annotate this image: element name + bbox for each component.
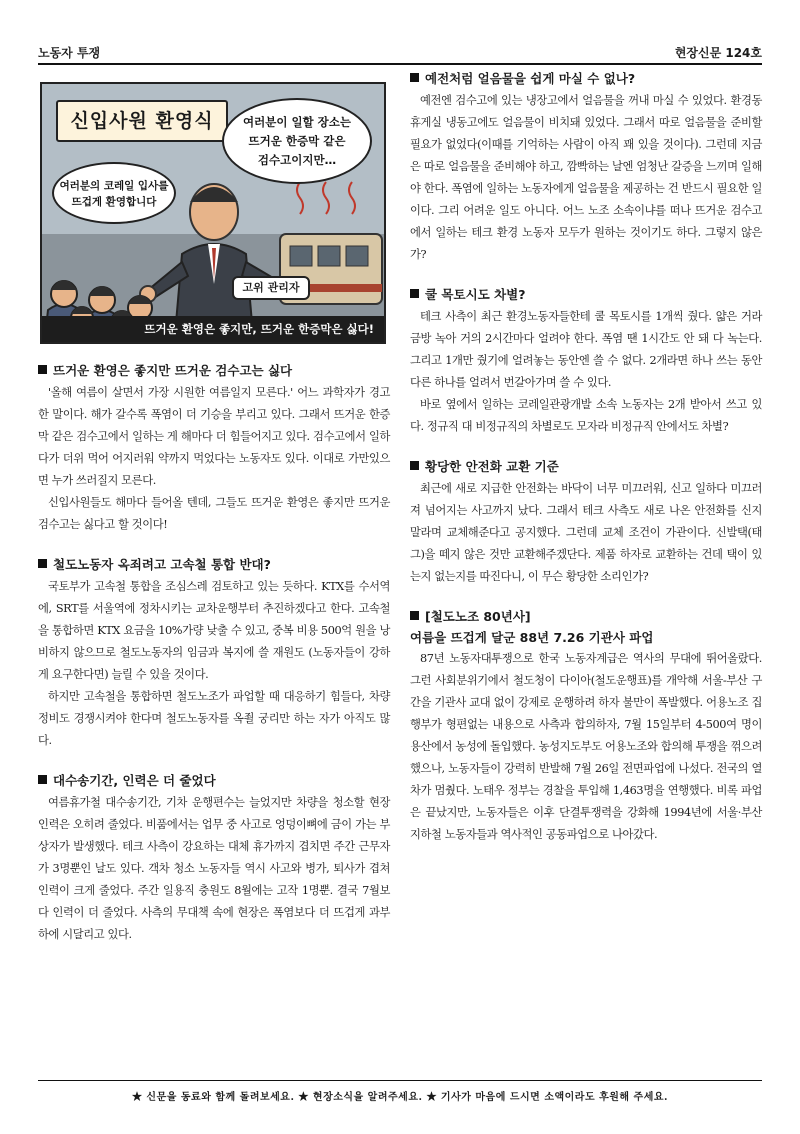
section-label: 노동자 투쟁 xyxy=(38,46,101,60)
bullet-square-icon xyxy=(410,73,419,82)
bubble-line: 뜨거운 한증막 같은 xyxy=(248,134,346,148)
bubble-line: 검수고이지만… xyxy=(257,153,337,167)
article-ice-water xyxy=(410,70,762,266)
bubble-line: 뜨겁게 환영합니다 xyxy=(71,196,157,208)
left-column xyxy=(38,70,390,946)
article-staffing xyxy=(38,772,390,946)
bullet-square-icon xyxy=(38,559,47,568)
article-paragraph: 87년 노동자대투쟁으로 한국 노동자계급은 역사의 무대에 뛰어올랐다. 그런 사회분위기에서 철도청이 다이아(철도운행표)를 개악해 서울-부산 구간을 기관사 교대 없이 강제로 운행하려 하자 불만이 폭발했다. 어용노조 집행부가 형편없는 내용으로 사측과 합의하자, 7월 15일부터 4-500여 명이 용산에서 농성에 돌입했다. 농성지도부도 어용노조와 합의해 투쟁을 꺾으려 했으나, 노동자들이 강력히 반발해 7월 26일 전면파업에 나섰다. 전국의 열차가 멈췄다. 노태우 정부는 경찰을 투입해 1,463명을 연행했다. 비록 파업은 끝났지만, 노동자들은 이후 단결투쟁력을 강화해 1994년에 서울·부산 지하철 노동자들과 역사적인 공동파업으로 나아갔다. xyxy=(410,652,762,841)
issue-label: 현장신문 124호 xyxy=(674,46,762,60)
article-title-text: 쿨 목토시도 차별? xyxy=(425,287,526,302)
cartoon-caption: 뜨거운 환영은 좋지만, 뜨거운 한증막은 싫다! xyxy=(42,316,384,342)
article-paragraph: 바로 옆에서 일하는 코레일관광개발 소속 노동자는 2개 받아서 쓰고 있다. 정규직 대 비정규직의 차별로도 모자라 비정규직 안에서도 차별? xyxy=(410,398,762,433)
manager-tag: 고위 관리자 xyxy=(232,276,310,300)
article-paragraph: '올해 여름이 살면서 가장 시원한 여름일지 모른다.' 어느 과학자가 경고한 말이다. 해가 갈수록 폭염이 더 기승을 부리고 있다. 그래서 뜨거운 한증막 같은 검수고에서 일하는 게 해마다 더 힘들어지고 있다. 검수고에서 일하다가 더위 먹어 어지러워 약까지 먹었다는 노동자도 있다. 이대로 가만있으면 누가 쓰러질지 모른다. xyxy=(38,386,390,487)
article-safety-shoes xyxy=(410,458,762,588)
footer-rule xyxy=(38,1080,762,1081)
article-paragraph: 예전엔 검수고에 있는 냉장고에서 얼음물을 꺼내 마실 수 있었다. 환경동 휴게실 냉동고에도 얼음물이 비치돼 있었다. 그래서 따로 얼음물을 준비할 필요가 없었다(이때를 기억하는 사람이 아직 꽤 있을 것이다). 그런데 지금은 따로 얼음물을 준비해야 하고, 깜빡하는 날엔 엄청난 갈증을 느끼며 일해야 한다. 폭염에 일하는 노동자에게 얼음물을 제공하는 건 반드시 필요한 일이다. 그리 어려운 일도 아니다. 어느 노조 소속이냐를 떠나 뜨거운 검수고에서 일하는 테크 환경 노동자 모두가 원하는 것이기도 하다. 그렇지 않은가? xyxy=(410,94,762,261)
cartoon-illustration xyxy=(40,82,386,344)
right-column xyxy=(410,70,762,846)
article-title-text: 황당한 안전화 교환 기준 xyxy=(425,459,559,474)
speech-bubble-manager xyxy=(222,98,372,184)
article-subtitle: 여름을 뜨겁게 달군 88년 7.26 기관사 파업 xyxy=(410,630,654,645)
article-title-text: 철도노동자 옥죄려고 고속철 통합 반대? xyxy=(53,557,271,572)
article-title-text: 예전처럼 얼음물을 쉽게 마실 수 없나? xyxy=(425,71,636,86)
bullet-square-icon xyxy=(38,775,47,784)
bubble-line: 여러분이 일할 장소는 xyxy=(243,115,351,129)
article-paragraph: 여름휴가철 대수송기간, 기차 운행편수는 늘었지만 차량을 청소할 현장 인력은 오히려 줄었다. 비품에서는 업무 중 사고로 엉덩이뼈에 금이 가는 부상자가 발생했다. 테크 사측이 강요하는 대체 휴가까지 겹치면 주간 근무자가 3명뿐인 날도 있다. 객차 청소 노동자들 역시 사고와 병가, 퇴사가 겹쳐 인력이 크게 줄었다. 주간 일용직 충원도 8월에는 고작 1명뿐. 결국 7월보다 인력이 더 줄었다. 사측의 무대책 속에 현장은 폭염보다 더 뜨겁게 과부하에 시달리고 있다. xyxy=(38,796,390,941)
page-footer: ★ 신문을 동료와 함께 돌려보세요. ★ 현장소식을 알려주세요. ★ 기사가 마음에 드시면 소액이라도 후원해 주세요. xyxy=(131,1092,669,1103)
article-title-text: 뜨거운 환영은 좋지만 뜨거운 검수고는 싫다 xyxy=(53,363,293,378)
header-rule xyxy=(38,63,762,65)
bullet-square-icon xyxy=(410,289,419,298)
bullet-square-icon xyxy=(410,461,419,470)
article-title-text: [철도노조 80년사] xyxy=(425,609,531,624)
article-paragraph: 테크 사측이 최근 환경노동자들한테 쿨 목토시를 1개씩 줬다. 얇은 거라 금방 녹아 거의 2시간마다 얼려야 한다. 폭염 땐 1시간도 안 돼 다 녹는다. 그리고 1개만 줬기에 얼려놓는 동안엔 쓸 수 없다. 2개라면 하나 쓰는 동안 다른 하나를 얼려서 번갈아가며 쓸 수 있다. xyxy=(410,310,762,389)
article-union-history xyxy=(410,608,762,846)
cartoon-banner: 신입사원 환영식 xyxy=(56,100,228,142)
bullet-square-icon xyxy=(38,365,47,374)
article-title xyxy=(38,362,390,380)
bubble-line: 여러분의 코레일 입사를 xyxy=(59,180,169,192)
article-ktx-merge xyxy=(38,556,390,752)
article-paragraph: 국토부가 고속철 통합을 조심스레 검토하고 있는 듯하다. KTX를 수서역에, SRT를 서울역에 정차시키는 교차운행부터 추진하겠다고 한다. 고속철을 통합하면 KTX 요금을 10%가량 낮출 수 있고, 중복 비용 500억 원을 낭비하지 않으므로 철도노동자의 임금과 복지에 쓸 재원도 (노동자들이 강하게 요구한다면) 늘릴 수 있을 것이다. xyxy=(38,580,390,681)
article-paragraph: 신입사원들도 해마다 들어올 텐데, 그들도 뜨거운 환영은 좋지만 뜨거운 검수고는 싫다고 할 것이다! xyxy=(38,496,390,531)
article-title xyxy=(38,556,390,574)
article-title xyxy=(410,608,762,626)
speech-bubble-welcome xyxy=(52,162,176,224)
article-paragraph: 최근에 새로 지급한 안전화는 바닥이 너무 미끄러워, 신고 일하다 미끄러져 넘어지는 사고까지 났다. 그래서 테크 사측도 새로 나온 안전화를 신지 말라며 교체해준다고 공지했다. 그런데 교체 조건이 가관이다. 신발택(태그)을 떼지 않은 것만 교환해주겠단다. 제품 하자로 교환하는 건데 택이 있는지 없는지를 따진다니, 이 무슨 황당한 소리인가? xyxy=(410,482,762,583)
article-hot-depot xyxy=(38,362,390,536)
article-cool-scarf xyxy=(410,286,762,438)
article-title xyxy=(410,458,762,476)
article-title xyxy=(410,70,762,88)
article-title-text: 대수송기간, 인력은 더 줄었다 xyxy=(53,773,216,788)
bullet-square-icon xyxy=(410,611,419,620)
article-title xyxy=(38,772,390,790)
article-title xyxy=(410,286,762,304)
article-paragraph: 하지만 고속철을 통합하면 철도노조가 파업할 때 대응하기 힘들다, 차량 정비도 경쟁시켜야 한다며 철도노동자를 옥죌 궁리만 하는 자가 아직도 많다. xyxy=(38,690,390,747)
